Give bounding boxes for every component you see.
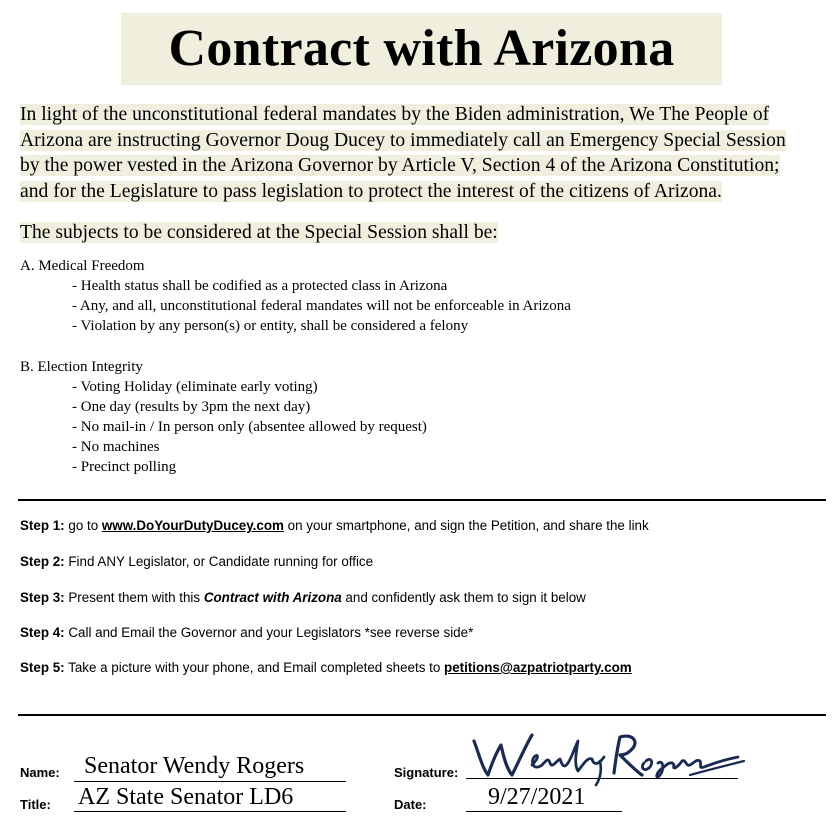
divider (18, 714, 826, 716)
step-text: Find ANY Legislator, or Candidate running for office (64, 554, 374, 569)
subjects-heading-text: The subjects to be considered at the Special Session shall be: (20, 222, 498, 243)
name-line (74, 781, 346, 782)
step-text: Call and Email the Governor and your Legislators *see reverse side* (64, 625, 474, 640)
date-value: 9/27/2021 (488, 784, 586, 810)
section-heading-medical: A. Medical Freedom (20, 258, 145, 274)
intro-line: by the power vested in the Arizona Governor by Article V, Section 4 of the Arizona Constitution; (20, 155, 780, 176)
step-label: Step 1: (20, 518, 65, 533)
date-label: Date: (394, 797, 427, 812)
title-line (74, 811, 346, 812)
list-item: - One day (results by 3pm the next day) (72, 399, 311, 415)
list-item: - No mail-in / In person only (absentee allowed by request) (72, 419, 427, 435)
step-text: and confidently ask them to sign it below (341, 590, 586, 605)
step-label: Step 3: (20, 590, 65, 605)
step-label: Step 5: (20, 660, 65, 675)
list-item: - Precinct polling (72, 459, 177, 475)
title-label: Title: (20, 797, 51, 812)
divider (18, 499, 826, 501)
step-label: Step 4: (20, 625, 65, 640)
intro-line: and for the Legislature to pass legislation to protect the interest of the citizens of Arizona. (20, 180, 722, 202)
list-item: - No machines (72, 439, 160, 455)
list-item: - Violation by any person(s) or entity, shall be considered a felony (72, 318, 469, 334)
handwritten-signature (468, 727, 748, 787)
intro-line: Arizona are instructing Governor Doug Ducey to immediately call an Emergency Special Session (20, 129, 786, 151)
signature-label: Signature: (394, 765, 459, 780)
name-value: Senator Wendy Rogers (84, 753, 305, 779)
step-label: Step 2: (20, 554, 65, 569)
intro-paragraph (20, 102, 830, 204)
section-heading-election: B. Election Integrity (20, 359, 143, 375)
step-text: Present them with this (64, 590, 204, 605)
step-text: Take a picture with your phone, and Email completed sheets to (64, 660, 445, 675)
name-label: Name: (20, 765, 60, 780)
contract-emphasis: Contract with Arizona (203, 590, 342, 605)
title-highlight (121, 13, 722, 85)
date-line (466, 811, 622, 812)
step-text: on your smartphone, and sign the Petition, and share the link (283, 518, 649, 533)
petition-link[interactable]: www.DoYourDutyDucey.com (101, 518, 284, 533)
step-2 (20, 553, 373, 571)
step-text: go to (64, 518, 102, 533)
list-item: - Voting Holiday (eliminate early voting) (72, 379, 318, 395)
list-item: - Health status shall be codified as a protected class in Arizona (72, 278, 448, 294)
page-title: Contract with Arizona (168, 20, 675, 77)
step-4 (20, 624, 473, 642)
title-value: AZ State Senator LD6 (78, 784, 294, 810)
list-item: - Any, and all, unconstitutional federal mandates will not be enforceable in Arizona (72, 298, 571, 314)
step-1 (20, 517, 649, 535)
email-link[interactable]: petitions@azpatriotparty.com (444, 660, 632, 675)
step-5 (20, 659, 632, 677)
subjects-heading (20, 220, 498, 245)
step-3 (20, 589, 586, 607)
intro-line: In light of the unconstitutional federal mandates by the Biden administration, We The People of (20, 104, 770, 125)
